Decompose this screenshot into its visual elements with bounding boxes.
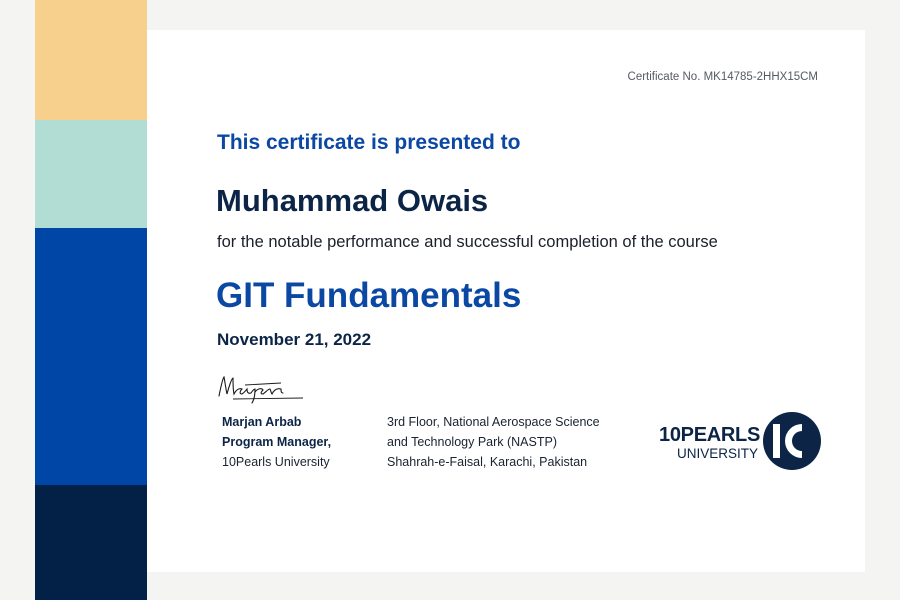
recipient-name: Muhammad Owais [216, 183, 489, 218]
certificate-number: Certificate No. MK14785-2HHX15CM [627, 71, 818, 83]
stripe-teal [35, 120, 147, 228]
course-title: GIT Fundamentals [216, 276, 522, 315]
completion-text: for the notable performance and successful completion of the course [217, 233, 718, 251]
address-line-1: 3rd Floor, National Aerospace Science [387, 415, 600, 429]
signature-image [215, 372, 305, 406]
signer-title: Program Manager, [222, 435, 332, 449]
signer-block [222, 412, 331, 472]
stripe-navy [35, 485, 147, 600]
decorative-stripes [35, 0, 147, 600]
university-logo [642, 410, 822, 472]
logo-subtitle: UNIVERSITY [676, 446, 758, 461]
certificate-card [147, 30, 865, 572]
stripe-yellow [35, 0, 147, 120]
logo-wordmark: 10PEARLS [659, 424, 760, 446]
stripe-blue [35, 228, 147, 485]
address-line-3: Shahrah-e-Faisal, Karachi, Pakistan [387, 455, 588, 469]
signer-organization: 10Pearls University [222, 455, 330, 469]
logo-ten-icon [762, 410, 822, 472]
presented-to-heading: This certificate is presented to [217, 131, 521, 154]
address-line-2: and Technology Park (NASTP) [387, 435, 557, 449]
completion-date: November 21, 2022 [217, 330, 372, 349]
address-block [387, 412, 600, 472]
signer-name: Marjan Arbab [222, 415, 302, 429]
